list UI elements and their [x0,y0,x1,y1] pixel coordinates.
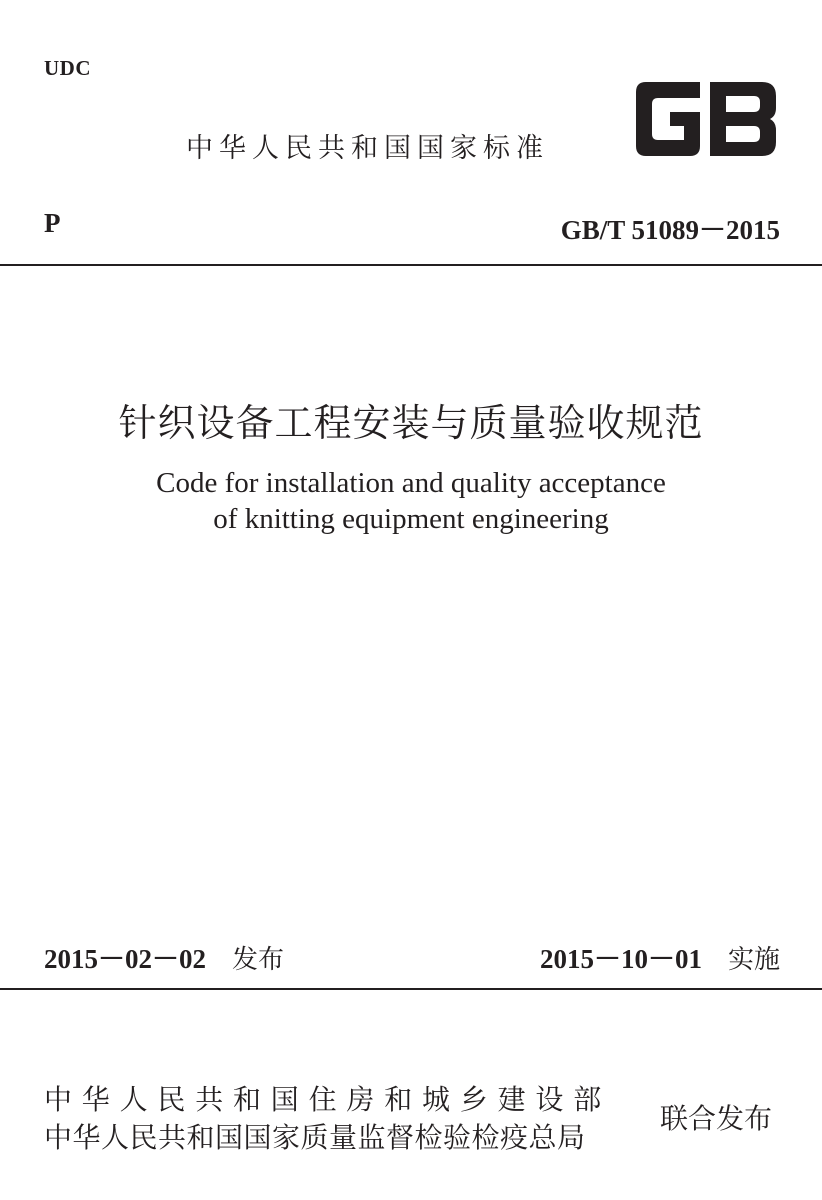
issuer-ministry: 中华人民共和国住房和城乡建设部 [44,1083,612,1116]
standard-number: GB/T 51089－2015 [560,215,780,245]
issuer-aqsiq: 中华人民共和国国家质量监督检验检疫总局 [44,1121,586,1154]
implement-label: 实施 [727,945,780,975]
implement-date: 2015－10－01 [539,944,702,974]
classification-code: P [44,208,61,238]
title-english-line2: of knitting equipment engineering [213,503,609,535]
issue-label: 发布 [232,945,285,975]
title-english-line1: Code for installation and quality acceptance [156,467,666,499]
top-divider [0,264,822,266]
gb-logo [630,78,782,160]
issue-date-line [44,937,284,976]
issue-date: 2015－02－02 [44,944,206,974]
implement-date-line [540,937,780,976]
udc-label: UDC [44,56,91,80]
bottom-divider [0,988,822,990]
joint-issue-label: 联合发布 [660,1102,773,1135]
title-chinese: 针织设备工程安装与质量验收规范 [118,401,704,445]
national-standard-heading: 中华人民共和国国家标准 [186,133,549,164]
